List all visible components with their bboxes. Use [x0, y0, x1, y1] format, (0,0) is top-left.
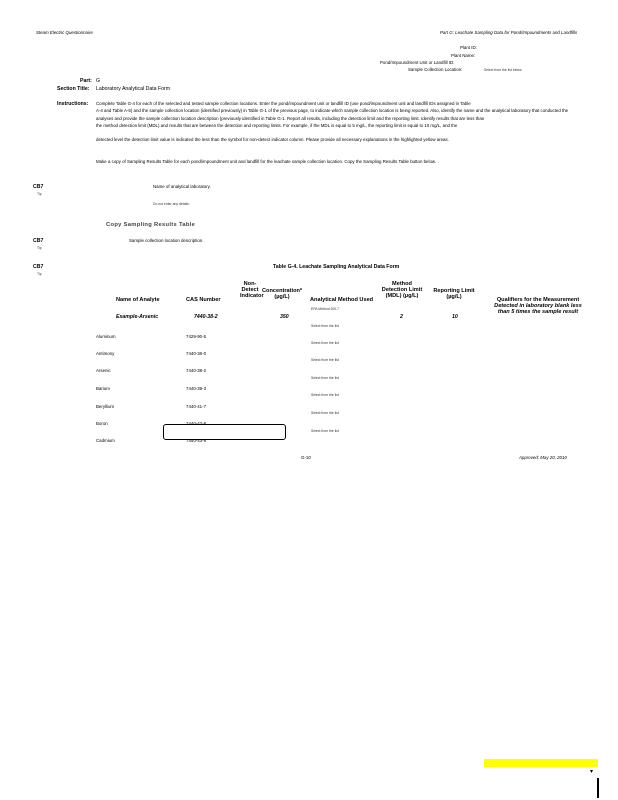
instruction-line: A-4 and Table A-5) and the sample collection location (identified previously) in Table G-1 of the previous page, to indicate which sample collection location is being reported. Also, identify the name and the analytical laboratory that conducted the — [96, 108, 569, 113]
question-tip: Tip — [37, 246, 42, 250]
example-reporting: 10 — [452, 314, 458, 320]
header-qualifiers-line: than 5 times the sample result — [497, 309, 579, 315]
part-title: Part G: Leachate Sampling Data for Pond/Impoundments and Landfills — [440, 30, 578, 35]
chevron-down-icon[interactable]: ▾ — [590, 769, 594, 775]
analyte-cas: 7440-41-7 — [186, 404, 207, 409]
analyte-name: Aluminum — [96, 334, 116, 339]
question-tip: Tip — [37, 192, 42, 196]
page-number: G-10 — [301, 455, 311, 460]
sample-location-label: Sample Collection Location: — [408, 67, 463, 72]
header-qualifiers-line: Qualifiers for the Measurement — [496, 297, 580, 303]
example-mdl: 2 — [400, 314, 403, 320]
part-value: G — [96, 78, 101, 84]
header-mdl — [376, 281, 428, 299]
highlighted-input-area[interactable] — [484, 759, 598, 767]
dropdown-field[interactable] — [484, 767, 598, 777]
method-select[interactable]: Select from the list — [311, 358, 339, 362]
analyte-name: Barium — [96, 386, 110, 391]
analyte-name: Arsenic — [96, 368, 111, 373]
analyte-cas: 7440-43-9 — [186, 438, 207, 443]
question-tip: Tip — [37, 272, 42, 276]
section-title-label: Section Title: — [57, 86, 90, 92]
questionnaire-title: Steam Electric Questionnaire — [36, 30, 93, 35]
example-method-note: EPA Method 200.7 — [311, 307, 340, 311]
header-nondetect-line: Indicator — [240, 293, 264, 299]
analyte-name: Beryllium — [96, 404, 115, 409]
analyte-cas: 7440-36-0 — [186, 351, 207, 356]
method-select[interactable]: Select from the list — [311, 411, 339, 415]
header-mdl-line: Method — [392, 281, 412, 287]
unit-id-label: Pond/Impoundment Unit or Landfill ID: — [380, 60, 455, 65]
analyte-name: Boron — [96, 421, 108, 426]
table-title: Table G-4. Leachate Sampling Analytical Data Form — [273, 264, 400, 270]
example-cas: 7440-38-2 — [194, 314, 218, 320]
header-reporting-line: Reporting Limit — [433, 288, 475, 294]
sample-location-select[interactable]: Select from the list below — [484, 68, 522, 72]
example-name: Example-Arsenic — [116, 314, 159, 320]
analyte-name: Antimony — [96, 351, 115, 356]
question-code: CB7 — [33, 264, 44, 270]
header-concentration — [262, 288, 302, 300]
selection-rectangle — [163, 424, 286, 440]
header-qualifiers — [488, 297, 588, 315]
example-concentration: 350 — [280, 314, 289, 320]
instruction-line: Make a copy of Sampling Results Table for each pond/impoundment unit and landfill for the leachate sample collection location. Copy the Sampling Results Table button below. — [96, 159, 437, 164]
method-select[interactable]: Select from the list — [311, 429, 339, 433]
header-reporting — [432, 288, 476, 300]
header-concentration-line: Concentration* — [262, 288, 303, 294]
method-select[interactable]: Select from the list — [311, 393, 339, 397]
header-name: Name of Analyte — [116, 297, 160, 303]
plant-name-label: Plant Name: — [451, 53, 476, 58]
instructions-label: Instructions: — [57, 101, 89, 107]
instruction-line: the method detection limit (MDL) and results that are between the detection and reporting limits. For example, if the MDL is equal to 5 mg/L, the reporting limit is equal to 10 mg/L, and the — [96, 123, 458, 128]
location-description-label: Sample collection location description. — [129, 238, 204, 243]
analyte-cas: 7440-39-3 — [186, 386, 207, 391]
lab-name-label: Name of analytical laboratory. — [153, 184, 211, 189]
part-label: Part: — [80, 78, 92, 84]
section-title-value: Laboratory Analytical Data Form — [96, 86, 171, 92]
header-qualifiers-line: Detected in laboratory blank less — [494, 303, 582, 309]
header-nondetect — [240, 281, 264, 299]
method-select[interactable]: Select from the list — [311, 341, 339, 345]
analyte-name: Cadmium — [96, 438, 115, 443]
analyte-cas: 7440-38-2 — [186, 368, 207, 373]
analyte-cas: 7440-42-8 — [186, 421, 207, 426]
text-cursor — [597, 778, 599, 798]
approval-date: Approved: May 20, 2010 — [519, 455, 567, 460]
analyte-cas: 7429-90-5 — [186, 334, 207, 339]
header-method: Analytical Method Used — [310, 297, 374, 303]
header-mdl-line: Detection Limit — [381, 287, 423, 293]
lab-name-note: Do not enter any details. — [153, 202, 190, 206]
instruction-line: detected level the detection limit value is indicated the less than the symbol for non-detect indicator column. Please provide all necessary explanations in the highlighted yellow areas. — [96, 137, 449, 142]
instruction-line: analyses and provide the sample collection location description (previously identified in Table G-1. Report all results, including the detection limit and the reporting limit. Identify results that are less than — [96, 116, 485, 121]
question-code: CB7 — [33, 184, 44, 190]
method-select[interactable]: Select from the list — [311, 376, 339, 380]
header-mdl-line: (MDL) (µg/L) — [385, 293, 419, 299]
question-code: CB7 — [33, 238, 44, 244]
header-nondetect-line: Detect — [241, 287, 259, 293]
plant-id-label: Plant ID: — [460, 45, 477, 50]
header-cas: CAS Number — [186, 297, 221, 303]
method-select[interactable]: Select from the list — [311, 324, 339, 328]
instruction-line: Complete Table G-4 for each of the selected and tested sample collection locations. Enter the pond/impoundment unit or landfill ID (use pond/impoundment unit and landfill IDs assigned in Table — [96, 101, 471, 106]
header-concentration-line: (µg/L) — [274, 294, 290, 300]
copy-sampling-results-button[interactable]: Copy Sampling Results Table — [106, 222, 196, 228]
header-nondetect-line: Non- — [243, 281, 257, 287]
header-reporting-line: (µg/L) — [446, 294, 462, 300]
